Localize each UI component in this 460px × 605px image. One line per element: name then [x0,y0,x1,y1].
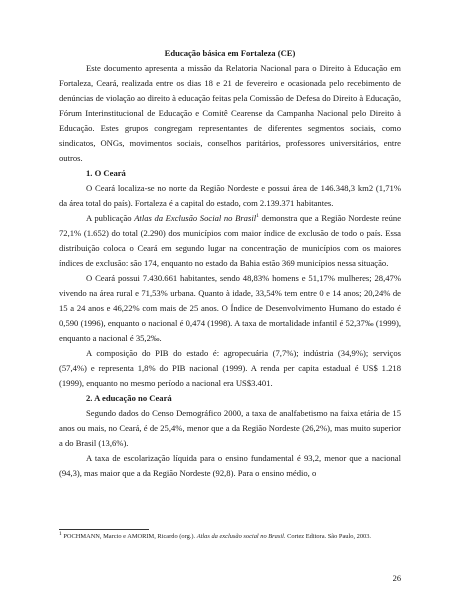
footnote-divider [59,529,149,530]
footnote-reference[interactable]: 1 [256,213,259,220]
document-body [59,46,401,481]
paragraph-atlas [59,211,401,271]
section-heading-educacao: 2. A educação no Ceará [86,393,172,403]
paragraph: O Ceará localiza-se no norte da Região Nordeste e possui área de 146.348,3 km2 (1,71% da área total do país). Fortaleza é a capital do estado, com 2.139.371 habitantes. [59,183,401,208]
paragraph-text: A publicação [86,213,135,223]
paragraph: O Ceará possui 7.430.661 habitantes, sendo 48,83% homens e 51,17% mulheres; 28,47% vivendo na área rural e 71,53% urbana. Quanto à idade, 33,54% tem entre 0 e 14 anos; 20,24% de 15 a 24 anos e 46,22% com mais de 25 anos. O Índice de Desenvolvimento Humano do estado é 0,590 (1996), enquanto o nacional é 0,474 (1998). A taxa de mortalidade infantil é 52,37‰ (1999), enquanto a nacional é 35,2‰. [59,273,401,343]
footnote [59,530,401,542]
paragraph: A composição do PIB do estado é: agropecuária (7,7%); indústria (34,9%); serviços (57,4%) e representa 1,8% do PIB nacional (1999). A renda per capita estadual é US$ 1.218 (1999), enquanto no mesmo período a nacional era US$3.401. [59,348,401,388]
paragraph-text: demonstra que a Região Nordeste reúne 72,1% (1.652) do total (2.290) dos municípios com maior índice de exclusão de todo o país. Essa distribuição coloca o Ceará em segundo lugar na concentração de municípios com os maiores índices de exclusão: são 174, enquanto no estado da Bahia estão 369 municípios nessa situação. [59,213,402,268]
footnote-marker: 1 [59,530,62,537]
footnote-text: Cortez Editora. São Paulo, 2003. [285,533,372,540]
section-heading-ceara: 1. O Ceará [86,168,126,178]
intro-paragraph: Este documento apresenta a missão da Relatoria Nacional para o Direito à Educação em Fortaleza, Ceará, realizada entre os dias 18 e 21 de fevereiro e ocasionada pelo recebimento de denúncias de violação ao direito à educação feitas pela Comissão de Defesa do Direito à Educação, Fórum Interinstitucional de Educação e Comitê Cearense da Campanha Nacional pelo Direito à Educação. Estes grupos congregam representantes de diferentes segmentos sociais, como sindicatos, ONGs, movimentos sociais, conselhos paritários, professores universitários, entre outros. [59,63,401,163]
publication-title: Atlas da Exclusão Social no Brasil [134,213,257,223]
paragraph: A taxa de escolarização líquida para o ensino fundamental é 93,2, menor que a nacional (94,3), mas maior que a da Região Nordeste (92,8). Para o ensino médio, o [59,453,401,478]
paragraph: Segundo dados do Censo Demográfico 2000, a taxa de analfabetismo na faixa etária de 15 anos ou mais, no Ceará, é de 25,4%, menor que a da Região Nordeste (26,2%), mas muito superior a do Brasil (13,6%). [59,408,401,448]
document-title: Educação básica em Fortaleza (CE) [164,48,296,58]
footnote-text: POCHMANN, Marcio e AMORIM, Ricardo (org.). [61,533,197,540]
footnote-publication-title: Atlas da exclusão social no Brasil. [196,533,286,540]
page-number: 26 [392,574,401,583]
